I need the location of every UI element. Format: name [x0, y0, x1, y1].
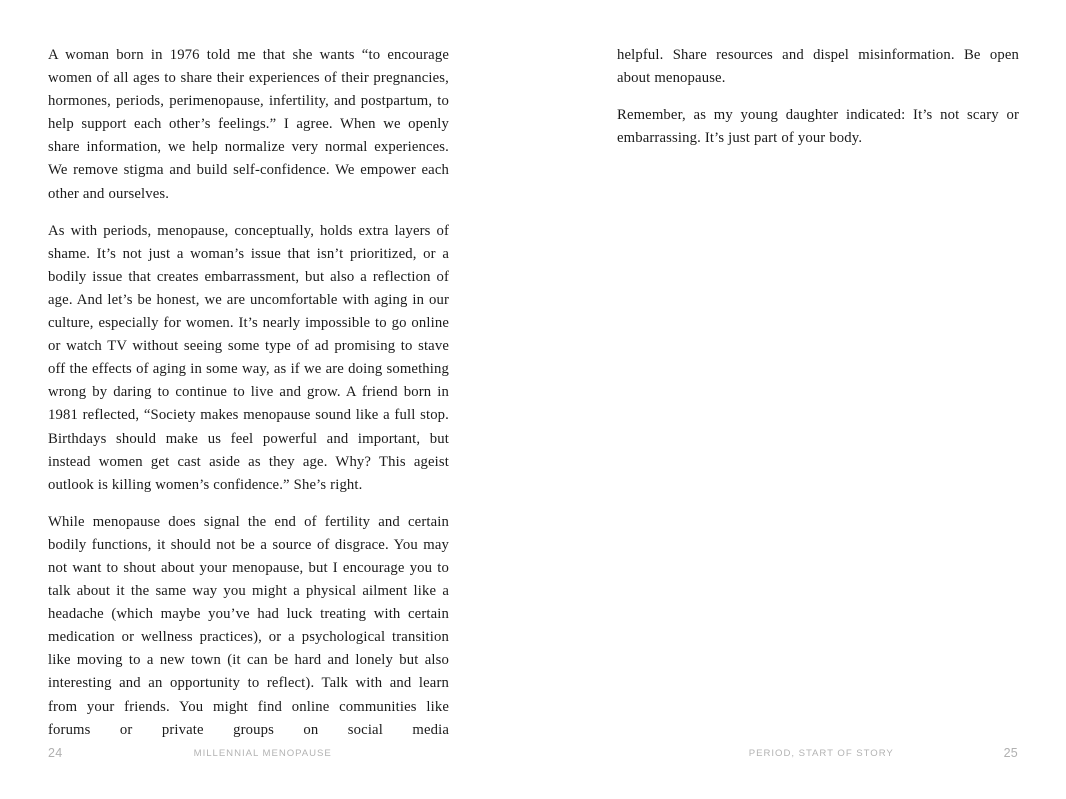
right-page-footer: [617, 744, 1018, 762]
paragraph: While menopause does signal the end of fertility and certain bodily functions, it should not be a source of disgrace. You may not want to shout about your menopause, but I encourage you to talk about it the same way you might a physical ailment like a headache (which maybe you’ve had luck treating with certain medication or wellness practices), or a psychological transition like moving to a new town (it can be hard and lonely but also interesting and an opportunity to reflect). Talk with and learn from your friends. You might find online communities like forums or private groups on social media: [48, 513, 449, 738]
left-page-text-column: [48, 44, 449, 742]
page-right: [533, 0, 1066, 799]
page-number: 24: [48, 746, 63, 760]
page-number: 25: [1003, 746, 1018, 760]
running-head: PERIOD, START OF STORY: [748, 747, 894, 759]
paragraph: helpful. Share resources and dispel misinformation. Be open about menopause.: [617, 47, 1019, 87]
left-page-footer: [48, 744, 485, 762]
paragraph: Remember, as my young daughter indicated: It’s not scary or embarrassing. It’s just part of your body.: [617, 107, 1019, 147]
paragraph: A woman born in 1976 told me that she wants “to encourage women of all ages to share their experiences of their pregnancies, hormones, periods, perimenopause, infertility, and postpartum, to help support each other’s feelings.” I agree. When we openly share information, we help normalize very normal experiences. We remove stigma and build self-confidence. We empower each other and ourselves.: [48, 47, 449, 202]
running-head: MILLENNIAL MENOPAUSE: [193, 747, 332, 759]
right-page-text-column: [617, 44, 1019, 150]
paragraph: As with periods, menopause, conceptually, holds extra layers of shame. It’s not just a woman’s issue that isn’t prioritized, or a bodily issue that creates embarrassment, but also a reflection of age. And let’s be honest, we are uncomfortable with aging in our culture, especially for women. It’s nearly impossible to go online or watch TV without seeing some type of ad promising to stave off the effects of aging in some way, as if we are doing something wrong by daring to continue to live and grow. A friend born in 1981 reflected, “Society makes menopause sound like a full stop. Birthdays should make us feel powerful and important, but instead women get cast aside as they age. Why? This ageist outlook is killing women’s confidence.” She’s right.: [48, 222, 449, 493]
